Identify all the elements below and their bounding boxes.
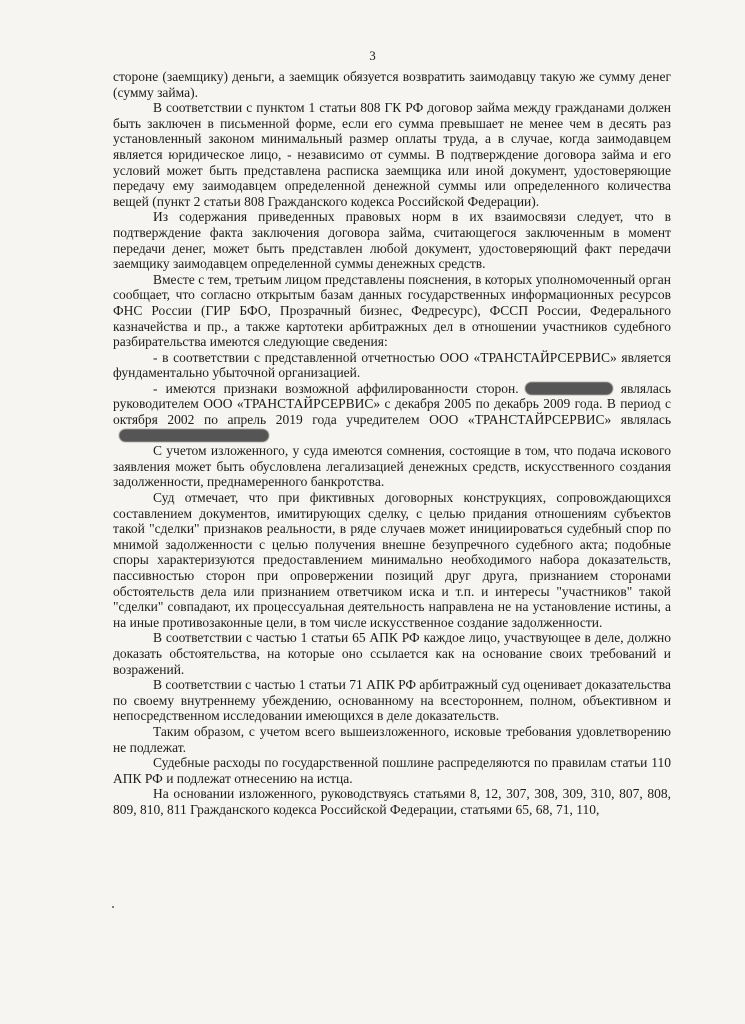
paragraph: Из содержания приведенных правовых норм в их взаимосвязи следует, что в подтверждение факта заключения договора займа, считающегося заключенным в момент передачи денег, может быть представлен любой документ, удостоверяющий факт передачи заемщику заимодавцем определенной суммы денежных средств. [113,209,671,272]
paragraph: Судебные расходы по государственной пошлине распределяются по правилам статьи 110 АПК РФ и подлежат отнесению на истца. [113,755,671,786]
affiliation-text-1: - имеются признаки возможной аффилированности сторон. [153,380,519,396]
paragraph: На основании изложенного, руководствуясь статьями 8, 12, 307, 308, 309, 310, 807, 808, 809, 810, 811 Гражданского кодекса Российской Федерации, статьями 65, 68, 71, 110, [113,786,671,817]
page-number: 3 [369,48,376,63]
paragraph: Таким образом, с учетом всего вышеизложенного, исковые требования удовлетворению не подлежат. [113,723,671,755]
paragraph-affiliation [113,381,671,443]
scan-speck [112,906,114,908]
paragraph: Суд отмечает, что при фиктивных договорных конструкциях, сопровождающихся составлением документов, имитирующих сделку, с целью придания отношениям субъектов такой "сделки" признаков реальности, в ряде случаев может инициироваться судебный спор по мнимой задолженности с целью получения внешне безупречного судебного акта; подобные споры характеризуются предоставлением минимально необходимого набора доказательств, пассивностью сторон при опровержении позиций друг друга, признанием сторонами обстоятельств дела или признанием ответчиком иска и т.п. и интересы "участников" такой "сделки" совпадают, их процессуальная деятельность направлена не на установление истины, а на иные противозаконные цели, в том числе искусственное создание задолженности. [113,490,671,630]
paragraph: стороне (заемщику) деньги, а заемщик обязуется возвратить заимодавцу такую же сумму денег (сумму займа). [113,69,671,100]
paragraph: - в соответствии с представленной отчетностью ООО «ТРАНСТАЙРСЕРВИС» является фундаментально убыточной организацией. [113,349,671,381]
document-body [113,69,671,818]
redacted-name [525,382,613,395]
paragraph: Вместе с тем, третьим лицом представлены пояснения, в которых уполномоченный орган сообщает, что согласно открытым базам данных государственных информационных ресурсов ФНС России (ГИР БФО, Прозрачный бизнес, Федресурс), ФССП России, Федерального казначейства и пр., а также картотеки арбитражных дел в отношении участников судебного разбирательства имеются следующие сведения: [113,271,671,350]
paragraph: В соответствии с частью 1 статьи 65 АПК РФ каждое лицо, участвующее в деле, должно доказать обстоятельства, на которые оно ссылается как на основание своих требований и возражений. [113,630,671,677]
affiliation-text-2: являлась руководителем ООО «ТРАНСТАЙРСЕРВИС» с декабря 2005 по декабрь 2009 года. В период с октября 2002 по апрель 2019 года учредителем ООО «ТРАНСТАЙРСЕРВИС» являлась [113,380,671,428]
redacted-name [119,429,269,442]
paragraph: В соответствии с частью 1 статьи 71 АПК РФ арбитражный суд оценивает доказательства по своему внутреннему убеждению, основанному на всестороннем, полном, объективном и непосредственном исследовании имеющихся в деле доказательств. [113,677,671,724]
paragraph: С учетом изложенного, у суда имеются сомнения, состоящие в том, что подача искового заявления может быть обусловлена легализацией денежных средств, искусственного создания задолженности, преднамеренного банкротства. [113,443,671,490]
paragraph: В соответствии с пунктом 1 статьи 808 ГК РФ договор займа между гражданами должен быть заключен в письменной форме, если его сумма превышает не менее чем в десять раз установленный законом минимальный размер оплаты труда, а в случае, когда заимодавцем является юридическое лицо, - независимо от суммы. В подтверждение договора займа и его условий может быть представлена расписка заемщика или иной документ, удостоверяющие передачу ему заимодавцем определенной денежной суммы или определенного количества вещей (пункт 2 статьи 808 Гражданского кодекса Российской Федерации). [113,100,671,209]
